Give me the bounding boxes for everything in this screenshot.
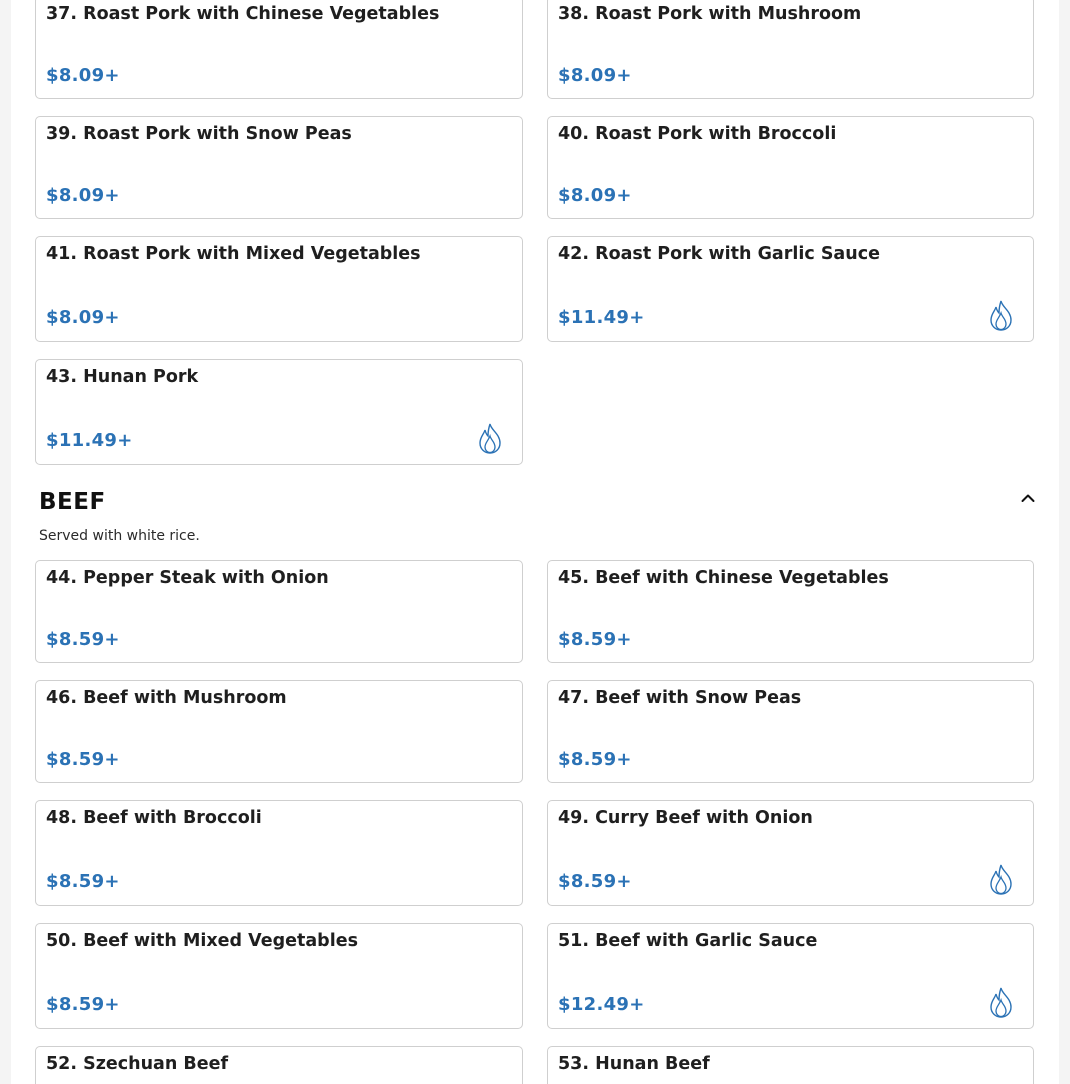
menu-item-card[interactable]: [547, 116, 1034, 219]
menu-item-card[interactable]: [35, 236, 523, 342]
item-name: 39. Roast Pork with Snow Peas: [46, 124, 352, 144]
chevron-up-icon[interactable]: [1019, 489, 1037, 507]
beef-items-grid: [35, 560, 1034, 1084]
item-name: 49. Curry Beef with Onion: [558, 808, 813, 828]
item-price: $8.09+: [558, 65, 632, 86]
item-price: $8.59+: [558, 629, 632, 650]
menu-item-card[interactable]: [35, 800, 523, 906]
menu-page: [11, 0, 1059, 1084]
item-price: $11.49+: [46, 430, 133, 451]
item-name: 53. Hunan Beef: [558, 1054, 710, 1074]
menu-item-card[interactable]: [547, 1046, 1034, 1084]
menu-item-card[interactable]: [547, 680, 1034, 783]
item-price: $8.09+: [558, 185, 632, 206]
spicy-flame-icon: [988, 299, 1014, 331]
menu-item-card[interactable]: [35, 560, 523, 663]
menu-item-card[interactable]: [35, 680, 523, 783]
item-name: 38. Roast Pork with Mushroom: [558, 4, 862, 24]
item-name: 47. Beef with Snow Peas: [558, 688, 802, 708]
menu-item-card[interactable]: [547, 560, 1034, 663]
item-price: $12.49+: [558, 994, 645, 1015]
item-name: 52. Szechuan Beef: [46, 1054, 229, 1074]
item-price: $8.59+: [46, 749, 120, 770]
section-description: Served with white rice.: [39, 528, 200, 544]
item-name: 45. Beef with Chinese Vegetables: [558, 568, 889, 588]
item-name: 42. Roast Pork with Garlic Sauce: [558, 244, 880, 264]
item-name: 44. Pepper Steak with Onion: [46, 568, 329, 588]
item-price: $8.09+: [46, 185, 120, 206]
menu-item-card[interactable]: [547, 800, 1034, 906]
item-price: $8.59+: [558, 871, 632, 892]
pork-items-grid: [35, 0, 1034, 465]
item-name: 41. Roast Pork with Mixed Vegetables: [46, 244, 421, 264]
item-price: $8.09+: [46, 307, 120, 328]
item-name: 51. Beef with Garlic Sauce: [558, 931, 818, 951]
item-price: $8.59+: [558, 749, 632, 770]
menu-item-card[interactable]: [35, 0, 523, 99]
beef-section-header: [39, 486, 1034, 550]
item-price: $8.59+: [46, 871, 120, 892]
item-name: 37. Roast Pork with Chinese Vegetables: [46, 4, 440, 24]
item-name: 43. Hunan Pork: [46, 367, 199, 387]
item-price: $8.59+: [46, 629, 120, 650]
menu-item-card[interactable]: [35, 923, 523, 1029]
item-price: $11.49+: [558, 307, 645, 328]
item-name: 50. Beef with Mixed Vegetables: [46, 931, 358, 951]
menu-item-card[interactable]: [547, 0, 1034, 99]
section-title: BEEF: [39, 489, 106, 515]
item-price: $8.59+: [46, 994, 120, 1015]
spicy-flame-icon: [988, 863, 1014, 895]
menu-item-card[interactable]: [35, 359, 523, 465]
item-name: 48. Beef with Broccoli: [46, 808, 262, 828]
item-price: $8.09+: [46, 65, 120, 86]
menu-item-card[interactable]: [547, 923, 1034, 1029]
spicy-flame-icon: [988, 986, 1014, 1018]
item-name: 46. Beef with Mushroom: [46, 688, 287, 708]
menu-item-card[interactable]: [35, 116, 523, 219]
spicy-flame-icon: [477, 422, 503, 454]
menu-item-card[interactable]: [547, 236, 1034, 342]
item-name: 40. Roast Pork with Broccoli: [558, 124, 837, 144]
menu-item-card[interactable]: [35, 1046, 523, 1084]
